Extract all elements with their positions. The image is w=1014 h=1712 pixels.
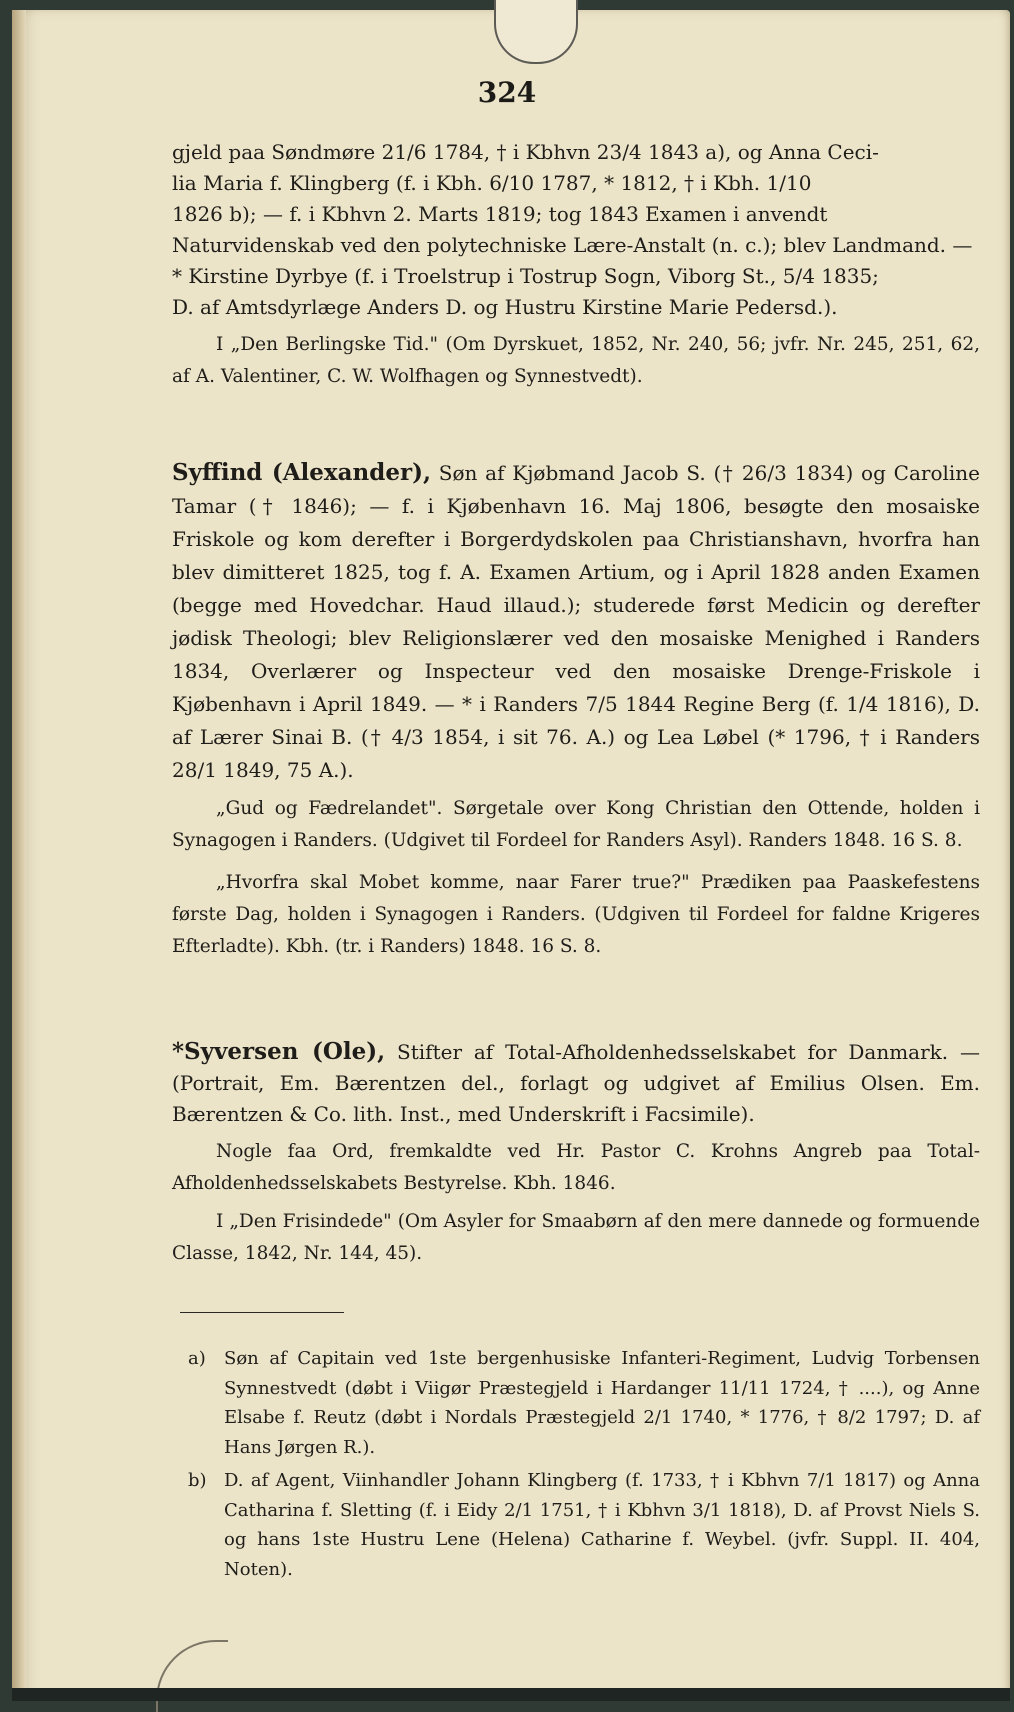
page-gutter (12, 10, 26, 1698)
reference-paragraph: I „Den Berlingske Tid." (Om Dyrskuet, 1852, Nr. 240, 56; jvfr. Nr. 245, 251, 62, af A. Valentiner, C. W. Wolfhagen og Synnestvedt). (172, 334, 980, 387)
scan-bottom-edge (12, 1688, 1010, 1701)
footnote-b (190, 1466, 980, 1584)
entry-body: Søn af Kjøbmand Jacob S. († 26/3 1834) og Caroline Tamar († 1846); — f. i Kjøbenhavn 16. Maj 1806, besøgte den mosaiske Friskole og kom derefter i Borgerdydskolen paa Christianshavn, hvorfra han blev dimitteret 1825, tog f. A. Examen Artium, og i April 1828 anden Examen (begge med Hovedchar. Haud illaud.); studerede først Medicin og derefter jødisk Theologi; blev Religionslærer ved den mosaiske Menighed i Randers 1834, Overlærer og Inspecteur ved den mosaiske Drenge-Friskole i Kjøbenhavn i April 1849. — * i Randers 7/5 1844 Regine Berg (f. 1/4 1816), D. af Lærer Sinai B. († 4/3 1854, i sit 76. A.) og Lea Løbel (* 1796, † i Randers 28/1 1849, 75 A.). (172, 461, 981, 782)
footnote-text: D. af Agent, Viinhandler Johann Klingberg (f. 1733, † i Kbhvn 7/1 1817) og Anna Catharina f. Sletting (f. i Eidy 2/1 1751, † i Kbhvn 3/1 1818), D. af Provst Niels S. og hans 1ste Hustru Lene (Helena) Catharine f. Weybel. (jvfr. Suppl. II. 404, Noten). (224, 1470, 980, 1580)
footnote-divider (180, 1312, 344, 1313)
entry-syversen (172, 1036, 980, 1270)
entry-heading: Syffind (Alexander), (172, 459, 431, 486)
work-citation: „Hvorfra skal Mobet komme, naar Farer true?" Prædiken paa Paaskefestens første Dag, holden i Synagogen i Randers. (Udgiven til Fordeel for faldne Krigeres Efterladte). Kbh. (tr. i Randers) 1848. 16 S. 8. (172, 872, 980, 957)
work-citation: I „Den Frisindede" (Om Asyler for Smaabørn af den mere dannede og formuende Classe, 1842, Nr. 144, 45). (172, 1211, 980, 1264)
footnote-text: Søn af Capitain ved 1ste bergenhusiske Infanteri-Regiment, Ludvig Torbensen Synnestvedt (døbt i Viigør Præstegjeld i Hardanger 11/11 1724, † ....), og Anne Elsabe f. Reutz (døbt i Nordals Præstegjeld 2/1 1740, * 1776, † 8/2 1797; D. af Hans Jørgen R.). (224, 1348, 980, 1458)
main-text (172, 137, 980, 393)
page-number: 324 (477, 76, 537, 109)
footnote-marker: b) (188, 1470, 207, 1491)
text-line: D. af Amtsdyrlæge Anders D. og Hustru Kirstine Marie Pedersd.). (172, 295, 838, 319)
text-line: * Kirstine Dyrbye (f. i Troelstrup i Tostrup Sogn, Viborg St., 5/4 1835; (172, 264, 879, 288)
text-line: gjeld paa Søndmøre 21/6 1784, † i Kbhvn 23/4 1843 a), og Anna Ceci- (172, 140, 879, 164)
footnote-a (190, 1344, 980, 1462)
work-citation: „Gud og Fædrelandet". Sørgetale over Kong Christian den Ottende, holden i Synagogen i Randers. (Udgivet til Fordeel for Randers Asyl). Randers 1848. 16 S. 8. (172, 798, 980, 851)
text-line: 1826 b); — f. i Kbhvn 2. Marts 1819; tog 1843 Examen i anvendt (172, 202, 828, 226)
entry-syffind (172, 456, 980, 963)
text-line: Naturvidenskab ved den polytechniske Lære-Anstalt (n. c.); blev Landmand. — (172, 233, 973, 257)
footnote-marker: a) (188, 1348, 206, 1369)
work-citation: Nogle faa Ord, fremkaldte ved Hr. Pastor C. Krohns Angreb paa Total-Afholdenhedsselskabets Bestyrelse. Kbh. 1846. (172, 1141, 980, 1194)
entry-body: Stifter af Total-Afholdenhedsselskabet for Danmark. — (Portrait, Em. Bærentzen del., forlagt og udgivet af Emilius Olsen. Em. Bærentzen & Co. lith. Inst., med Underskrift i Facsimile). (172, 1040, 981, 1126)
entry-heading: *Syversen (Ole), (172, 1038, 386, 1065)
text-line: lia Maria f. Klingberg (f. i Kbh. 6/10 1787, * 1812, † i Kbh. 1/10 (172, 171, 812, 195)
